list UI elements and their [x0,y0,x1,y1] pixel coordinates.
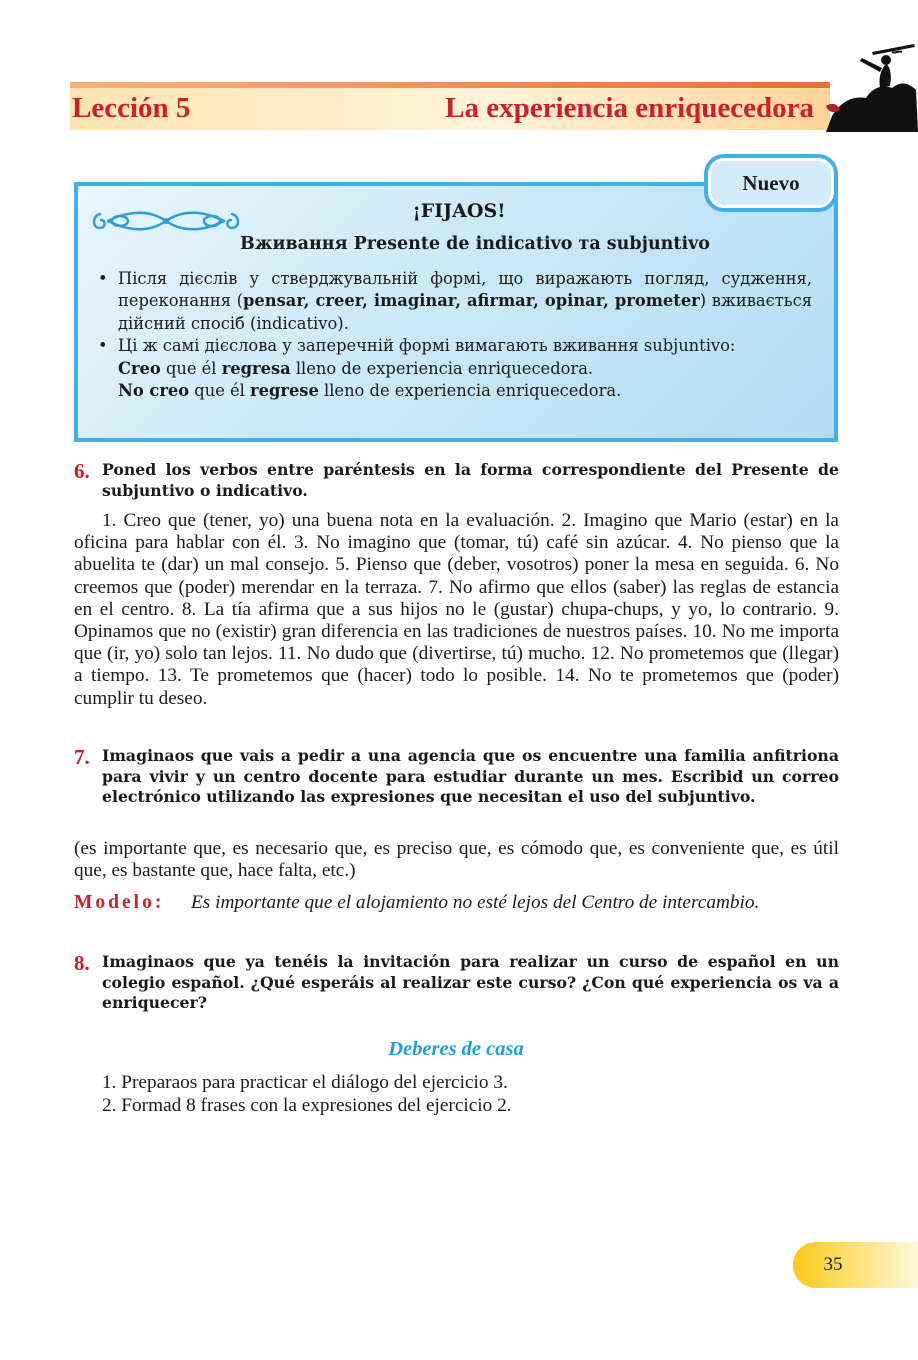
modelo-label: Modelo: [74,892,165,913]
modelo-text: Es importante que el alojamiento no esté lejos del Centro de intercambio. [191,892,760,913]
box-subheading: Вживання Presente de indicativo та subjuntivo [240,234,710,254]
example-1-bold-b: regresa [221,358,291,378]
rule-2-text: Ці ж самі дієслова у заперечній формі вимагають вживання subjuntivo: [118,336,736,356]
exercise-6-instruction: Poned los verbos entre paréntesis en la forma correspondiente del Presente de subjuntivo o indicativo. [102,460,839,500]
homework-title: Deberes de casa [388,1038,524,1060]
homework-item: 2. Formad 8 frases con la expresiones del ejercicio 2. [102,1095,512,1116]
grammar-rule-2 [96,335,812,357]
exercise-6-number: 6. [74,459,90,483]
box-heading: ¡FIJAOS! [412,200,506,222]
exercise-7-instruction: Imaginaos que vais a pedir a una agencia que os encuentre una familia anfitriona para vivir y un centro docente para estudiar durante un mes. Escribid un correo electrónico utilizando las expresiones que necesitan el uso del subjuntivo. [102,746,839,807]
rule-1-text-a: Після дієслів у стверджувальній формі, що виражають погляд, судження, переконання ( [118,269,812,311]
lesson-title: La experiencia enriquecedora [445,92,814,124]
page-number: 35 [823,1254,843,1275]
bullet-dot-icon: • [98,269,108,288]
example-1-text-a: que él [160,358,222,378]
exercise-6-sentences: 1. Creo que (tener, yo) una buena nota en la evaluación. 2. Imagino que Mario (estar) en la oficina para hablar con él. 3. No imagino que (tomar, tú) café sin azúcar. 4. No pienso que la abuelita te (dar) un mal consejo. 5. Pienso que (deber, vosotros) poner la mesa en seguida. 6. No creemos que (poder) merendar en la terraza. 7. No afirmo que ellos (saber) las reglas de estancia en el centro. 8. La tía afirma que a sus hijos no le (gustar) chupa-chups, y yo, lo contrario. 9. Opinamos que no (existir) gran diferencia en las tradiciones de nuestros países. 10. No me importa que (ir, yo) solo tan lejos. 11. No dudo que (divertirse, tú) mucho. 12. No prometemos que (llegar) a tiempo. 13. Te prometemos que (hacer) todo lo posible. 14. No te prometemos que (poder) cumplir tu deseo. [74,510,839,709]
example-2-bold-a: No creo [118,381,190,401]
homework-list [102,1071,822,1117]
example-2-bold-b: regrese [250,381,319,401]
nuevo-badge: Nuevo [704,154,838,212]
example-2-text-b: lleno de experiencia enriquecedora. [318,381,622,401]
lesson-label: Lección 5 [72,92,191,124]
example-1-text-b: lleno de experiencia enriquecedora. [290,358,594,378]
bullet-dot-icon: • [98,336,108,356]
example-subjuntivo [96,380,812,402]
homework-item: 1. Preparaos para practicar el diálogo del ejercicio 3. [102,1072,508,1093]
exercise-6-text [74,510,839,710]
exercise-8-number: 8. [74,951,90,975]
rule-1-verbs: pensar, creer, imaginar, afirmar, opinar, prometer [243,291,700,311]
don-quixote-rider-icon [822,44,918,132]
grammar-rule-1 [96,268,812,335]
example-2-text-a: que él [189,381,251,401]
box-body [96,268,812,402]
example-1-bold-a: Creo [118,358,161,378]
rule-1-text-b: ) вживається дійсний спосіб (indicativo). [118,291,812,333]
exercise-7-number: 7. [74,745,90,769]
example-indicativo [96,358,812,380]
exercise-7-expressions: (es importante que, es necesario que, es preciso que, es cómodo que, es conveniente que, es útil que, es bastante que, hace falta, etc.) [74,838,839,882]
exercise-8-instruction: Imaginaos que ya tenéis la invitación para realizar un curso de español en un colegio español. ¿Qué esperáis al realizar este curso? ¿Con qué experiencia os va a enriquecer? [102,952,839,1013]
